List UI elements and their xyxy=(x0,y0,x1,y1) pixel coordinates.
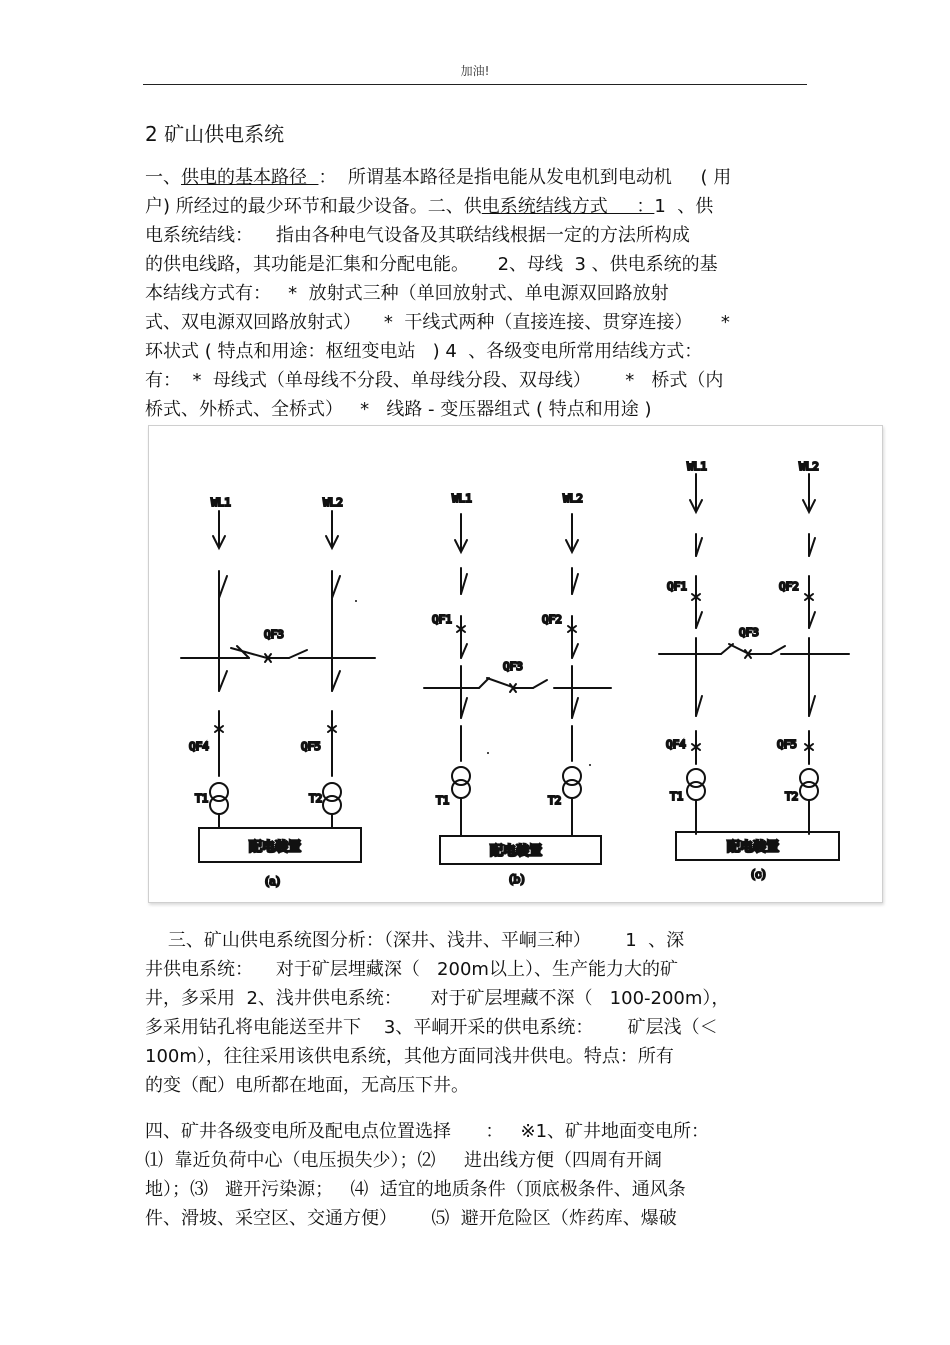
label-c-t1: T1 xyxy=(670,790,684,803)
label-b-wl2: WL2 xyxy=(563,492,583,505)
section3-line: 100m），往往采用该供电系统，其他方面同浅井供电。特点：所有 xyxy=(145,1046,674,1067)
section-one-line xyxy=(145,337,810,366)
label-b-wl1: WL1 xyxy=(452,492,472,505)
section-one-line xyxy=(145,250,810,279)
section-one-line xyxy=(145,308,810,337)
underlined-term: 供电的基本路径 xyxy=(181,167,319,188)
page-title: 2 矿山供电系统 xyxy=(145,122,285,146)
label-a-qf3: QF3 xyxy=(264,628,284,641)
line-text: 1 、供 xyxy=(654,196,714,217)
label-c-qf1: QF1 xyxy=(667,580,687,593)
label-c-qf5: QF5 xyxy=(777,738,797,751)
line-text: 电系统结线： 指由各种电气设备及其联结线根据一定的方法所构成 xyxy=(145,225,690,246)
diagram-b xyxy=(424,514,611,864)
line-text: 环状式 ( 特点和用途：枢纽变电站 ) 4 、各级变电所常用结线方式： xyxy=(145,341,703,362)
section-one-line xyxy=(145,366,810,395)
line-text: 有： * 母线式（单母线不分段、单母线分段、双母线） * 桥式（内 xyxy=(145,370,724,391)
label-c-t2: T2 xyxy=(785,790,799,803)
line-text: ： 所谓基本路径是指电能从发电机到电动机 ( 用 xyxy=(318,167,732,188)
label-c-box: 配电装置 xyxy=(727,840,780,855)
section-one-line xyxy=(145,395,810,424)
section-one-paragraph xyxy=(145,163,810,424)
label-c-wl2: WL2 xyxy=(799,460,819,473)
section3-line: 井，多采用 2、浅井供电系统： 对于矿层埋藏不深（ 100-200m）， xyxy=(145,988,730,1009)
wiring-diagram-figure xyxy=(148,425,883,903)
caption-b: (b) xyxy=(509,873,525,886)
label-c-qf3: QF3 xyxy=(739,626,759,639)
section-one-line xyxy=(145,163,810,192)
label-c-qf4: QF4 xyxy=(666,738,686,751)
line-text: 式、双电源双回路放射式） * 干线式两种（直接连接、贯穿连接） * xyxy=(145,312,730,333)
label-b-t2: T2 xyxy=(548,794,562,807)
line-text: 的供电线路，其功能是汇集和分配电能。 2、母线 3 、供电系统的基 xyxy=(145,254,718,275)
underlined-term: 电系统结线方式 ： xyxy=(481,196,655,217)
page-header: 加油! xyxy=(460,64,490,78)
section-three-paragraph xyxy=(145,926,810,1100)
line-text: 本结线方式有： * 放射式三种（单回放射式、单电源双回路放射 xyxy=(145,283,669,304)
section3-line: 多采用钻孔将电能送至井下 3、平峒开采的供电系统： 矿层浅（＜ xyxy=(145,1017,718,1038)
section4-line: ⑴ 靠近负荷中心（电压损失少）；⑵ 进出线方便（四周有开阔 xyxy=(145,1150,663,1171)
section-one-line xyxy=(145,192,810,221)
label-b-t1: T1 xyxy=(436,794,450,807)
diagram-c xyxy=(659,474,849,860)
section3-line: 的变（配）电所都在地面，无高压下井。 xyxy=(145,1075,469,1096)
label-c-wl1: WL1 xyxy=(687,460,707,473)
label-b-qf1: QF1 xyxy=(432,613,452,626)
section-one-line xyxy=(145,221,810,250)
line-text: 户) 所经过的最少环节和最少设备。二、供 xyxy=(145,196,482,217)
label-b-qf3: QF3 xyxy=(503,660,523,673)
label-a-qf4: QF4 xyxy=(189,740,209,753)
label-c-qf2: QF2 xyxy=(779,580,799,593)
header-divider xyxy=(143,84,807,85)
diagram-a xyxy=(181,511,375,862)
label-a-t1: T1 xyxy=(195,792,209,805)
label-a-wl2: WL2 xyxy=(323,496,343,509)
label-b-qf2: QF2 xyxy=(542,613,562,626)
section-one-line xyxy=(145,279,810,308)
section-four-paragraph xyxy=(145,1117,810,1233)
caption-a: (a) xyxy=(265,875,281,888)
section4-line: 四、矿井各级变电所及配电点位置选择 ： ※1、矿井地面变电所： xyxy=(145,1121,710,1142)
label-a-qf5: QF5 xyxy=(301,740,321,753)
section4-line: 件、滑坡、采空区、交通方便） ⑸ 避开危险区（炸药库、爆破 xyxy=(145,1208,677,1229)
line-text: 桥式、外桥式、全桥式） * 线路 - 变压器组式 ( 特点和用途 ) xyxy=(145,399,652,420)
line-text: 一、 xyxy=(145,167,181,188)
label-a-t2: T2 xyxy=(309,792,323,805)
label-a-wl1: WL1 xyxy=(211,496,231,509)
label-a-box: 配电装置 xyxy=(249,840,302,855)
caption-c: (c) xyxy=(751,868,766,881)
label-b-box: 配电装置 xyxy=(490,844,543,859)
wiring-diagrams-svg xyxy=(149,426,882,902)
section3-line: 井供电系统： 对于矿层埋藏深（ 200m以上）、生产能力大的矿 xyxy=(145,959,678,980)
section4-line: 地）；⑶ 避开污染源； ⑷ 适宜的地质条件（顶底极条件、通风条 xyxy=(145,1179,686,1200)
section3-line: 三、矿山供电系统图分析：（深井、浅井、平峒三种） 1 、深 xyxy=(145,930,685,951)
